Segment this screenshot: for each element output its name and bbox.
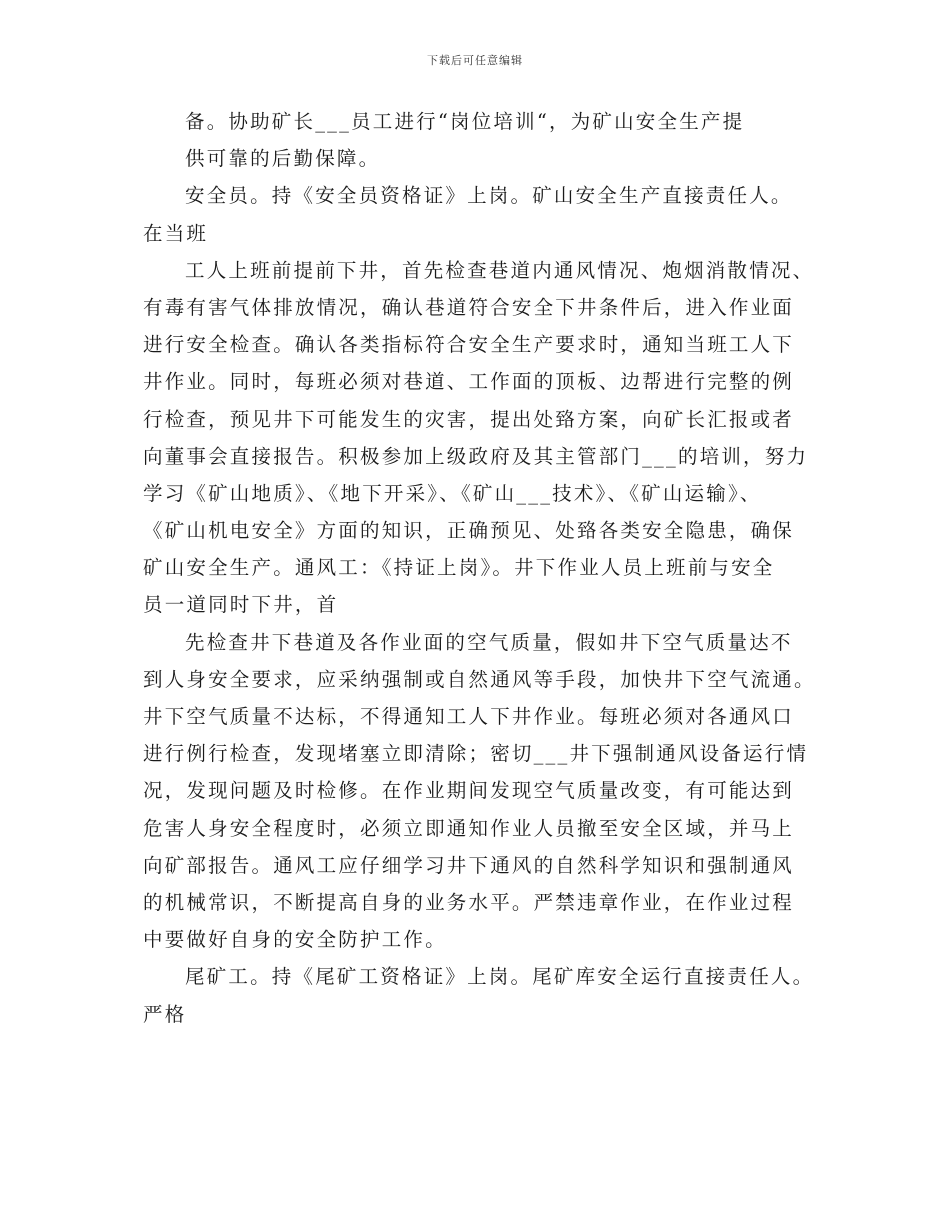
- text-line: 井下空气质量不达标，不得通知工人下井作业。每班必须对各通风口: [143, 705, 795, 728]
- text-line: 学习《矿山地质》、《地下开采》、《矿山___技术》、《矿山运输》、: [143, 481, 762, 505]
- text-line: 中要做好自身的安全防护工作。: [143, 928, 447, 952]
- text-line: 向董事会直接报告。积极参加上级政府及其主管部门___的培训，努力: [143, 444, 809, 468]
- text-line: 有毒有害气体排放情况，确认巷道符合安全下井条件后，进入作业面: [143, 295, 795, 319]
- text-line: 危害人身安全程度时，必须立即通知作业人员撤至安全区域，并马上: [143, 816, 795, 840]
- text-line: 员一道同时下井，首: [143, 593, 339, 617]
- text-line: 在当班: [143, 221, 209, 245]
- text-line: 尾矿工。持《尾矿工资格证》上岗。尾矿库安全运行直接责任人。: [185, 965, 815, 989]
- text-line: 向矿部报告。通风工应仔细学习井下通风的自然科学知识和强制通风: [143, 853, 795, 877]
- text-line: 行检查，预见井下可能发生的灾害，提出处臵方案，向矿长汇报或者: [143, 407, 795, 431]
- text-line: 工人上班前提前下井，首先检查巷道内通风情况、炮烟消散情况、: [185, 258, 815, 282]
- text-line: 进行例行检查，发现堵塞立即清除；密切___井下强制通风设备运行情: [143, 742, 809, 766]
- text-line: 矿山安全生产。通风工：《持证上岗》。井下作业人员上班前与安全: [143, 556, 775, 580]
- text-line: 严格: [143, 1002, 187, 1026]
- text-line: 井作业。同时，每班必须对巷道、工作面的顶板、边帮进行完整的例: [143, 370, 795, 394]
- text-line: 供可靠的后勤保障。: [185, 147, 381, 171]
- text-line: 安全员。持《安全员资格证》上岗。矿山安全生产直接责任人。: [185, 184, 793, 208]
- text-line: 先检查井下巷道及各作业面的空气质量，假如井下空气质量达不: [185, 630, 793, 654]
- document-body: [143, 103, 818, 1033]
- text-line: 况，发现问题及时检修。在作业期间发现空气质量改变，有可能达到: [143, 779, 795, 803]
- text-line: 备。协助矿长___员工进行“岗位培训“，为矿山安全生产提: [185, 110, 745, 133]
- page-header: 下载后可任意编辑: [427, 54, 523, 67]
- text-line: 进行安全检查。确认各类指标符合安全生产要求时，通知当班工人下: [143, 333, 795, 357]
- text-line: 到人身安全要求，应采纳强制或自然通风等手段，加快井下空气流通。: [143, 667, 816, 691]
- text-line: 《矿山机电安全》方面的知识，正确预见、处臵各类安全隐患，确保: [143, 519, 795, 543]
- text-line: 的机械常识，不断提高自身的业务水平。严禁违章作业，在作业过程: [143, 890, 795, 914]
